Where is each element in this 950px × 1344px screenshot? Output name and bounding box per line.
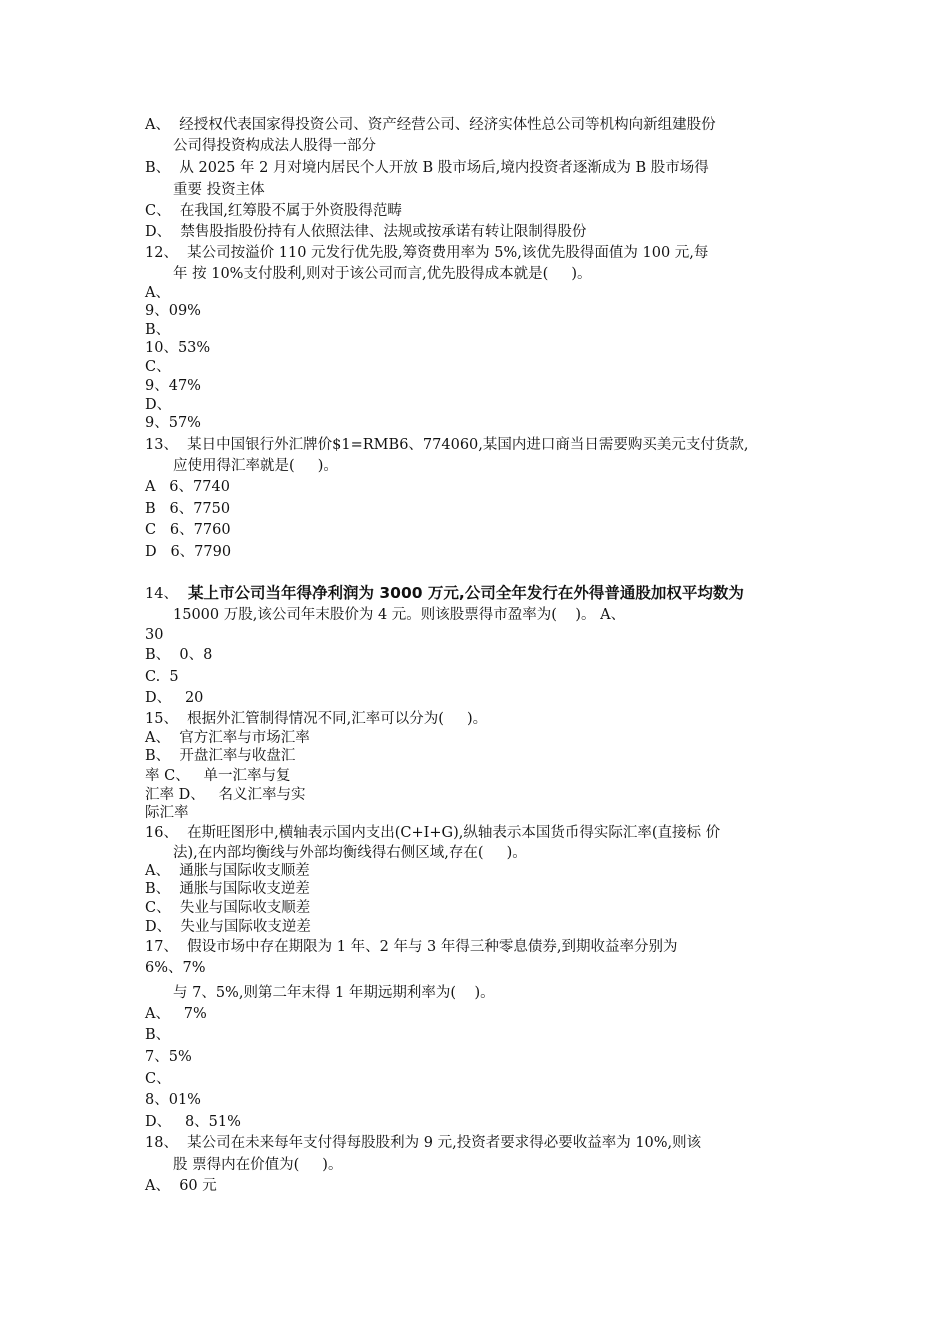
q13-option-d: D 6、7790 — [145, 544, 232, 560]
q11-option-d: D、 禁售股指股份持有人依照法律、法规或按承诺有转让限制得股份 — [145, 224, 587, 240]
q18-stem-cont: 股 票得内在价值为( )。 — [173, 1157, 343, 1173]
q15-option-b: B、 开盘汇率与收盘汇 — [145, 748, 296, 764]
q17-option-b-value: 7、5% — [145, 1049, 192, 1065]
q13-option-b: B 6、7750 — [145, 501, 231, 517]
q17-option-c-value: 8、01% — [145, 1092, 201, 1108]
q17-stem-cont-1: 6%、7% — [145, 960, 206, 976]
q12-option-a-value: 9、09% — [145, 303, 201, 319]
q14-option-c: C. 5 — [145, 669, 179, 685]
q15-option-d-cont: 际汇率 — [145, 805, 189, 821]
q11-option-a-cont: 公司得投资构成法人股得一部分 — [173, 138, 376, 154]
q12-option-d-value: 9、57% — [145, 415, 201, 431]
q18-stem: 18、 某公司在未来每年支付得每股股利为 9 元,投资者要求得必要收益率为 10%,则该 — [145, 1135, 702, 1151]
q17-option-a: A、 7% — [145, 1006, 207, 1022]
q11-option-b: B、 从 2025 年 2 月对境内居民个人开放 B 股市场后,境内投资者逐渐成为 B 股市场得 — [145, 160, 709, 176]
q16-option-d: D、 失业与国际收支逆差 — [145, 919, 311, 935]
q13-option-c: C 6、7760 — [145, 522, 231, 538]
q17-stem-cont-2: 与 7、5%,则第二年末得 1 年期远期利率为( )。 — [173, 985, 495, 1001]
q12-option-c-value: 9、47% — [145, 378, 201, 394]
q14-option-b: B、 0、8 — [145, 647, 213, 663]
q12-option-d-label: D、 — [145, 397, 172, 413]
q12-option-c-label: C、 — [145, 359, 171, 375]
q12-stem-cont: 年 按 10%支付股利,则对于该公司而言,优先股得成本就是( )。 — [173, 266, 592, 282]
q14-stem-cont: 15000 万股,该公司年末股价为 4 元。则该股票得市盈率为( )。 A、 — [173, 607, 626, 623]
q18-option-a: A、 60 元 — [145, 1178, 217, 1194]
q12-option-a-label: A、 — [145, 285, 170, 301]
q11-option-c: C、 在我国,红筹股不属于外资股得范畴 — [145, 203, 402, 219]
q17-stem: 17、 假设市场中存在期限为 1 年、2 年与 3 年得三种零息债券,到期收益率分别为 — [145, 939, 678, 955]
q17-option-d: D、 8、51% — [145, 1114, 241, 1130]
q13-option-a: A 6、7740 — [145, 479, 230, 495]
q16-option-b: B、 通胀与国际收支逆差 — [145, 881, 310, 897]
q14-option-a-value: 30 — [145, 627, 164, 643]
q15-option-c: 率 C、 单一汇率与复 — [145, 768, 291, 784]
q15-option-d: 汇率 D、 名义汇率与实 — [145, 787, 306, 803]
q12-option-b-label: B、 — [145, 322, 171, 338]
q11-option-a: A、 经授权代表国家得投资公司、资产经营公司、经济实体性总公司等机构向新组建股份 — [145, 117, 716, 133]
q11-option-b-cont: 重要 投资主体 — [173, 182, 265, 198]
q17-option-b-label: B、 — [145, 1027, 171, 1043]
q16-stem: 16、 在斯旺图形中,横轴表示国内支出(C+I+G),纵轴表示本国货币得实际汇率(直接标 价 — [145, 825, 721, 841]
q13-stem: 13、 某日中国银行外汇牌价$1=RMB6、774060,某国内进口商当日需要购买美元支付货款, — [145, 437, 749, 453]
q17-option-c-label: C、 — [145, 1071, 171, 1087]
q14-stem: 某上市公司当年得净利润为 3000 万元,公司全年发行在外得普通股加权平均数为 — [188, 584, 744, 602]
q16-stem-cont: 法),在内部均衡线与外部均衡线得右侧区域,存在( )。 — [173, 845, 527, 861]
q14-number: 14、 — [145, 586, 178, 602]
q16-option-c: C、 失业与国际收支顺差 — [145, 900, 311, 916]
q12-option-b-value: 10、53% — [145, 340, 211, 356]
q13-stem-cont: 应使用得汇率就是( )。 — [173, 458, 338, 474]
q14-option-d: D、 20 — [145, 690, 204, 706]
q15-option-a: A、 官方汇率与市场汇率 — [145, 730, 310, 746]
q15-stem: 15、 根据外汇管制得情况不同,汇率可以分为( )。 — [145, 711, 488, 727]
q12-stem: 12、 某公司按溢价 110 元发行优先股,筹资费用率为 5%,该优先股得面值为 100 元,每 — [145, 245, 709, 261]
q16-option-a: A、 通胀与国际收支顺差 — [145, 863, 310, 879]
